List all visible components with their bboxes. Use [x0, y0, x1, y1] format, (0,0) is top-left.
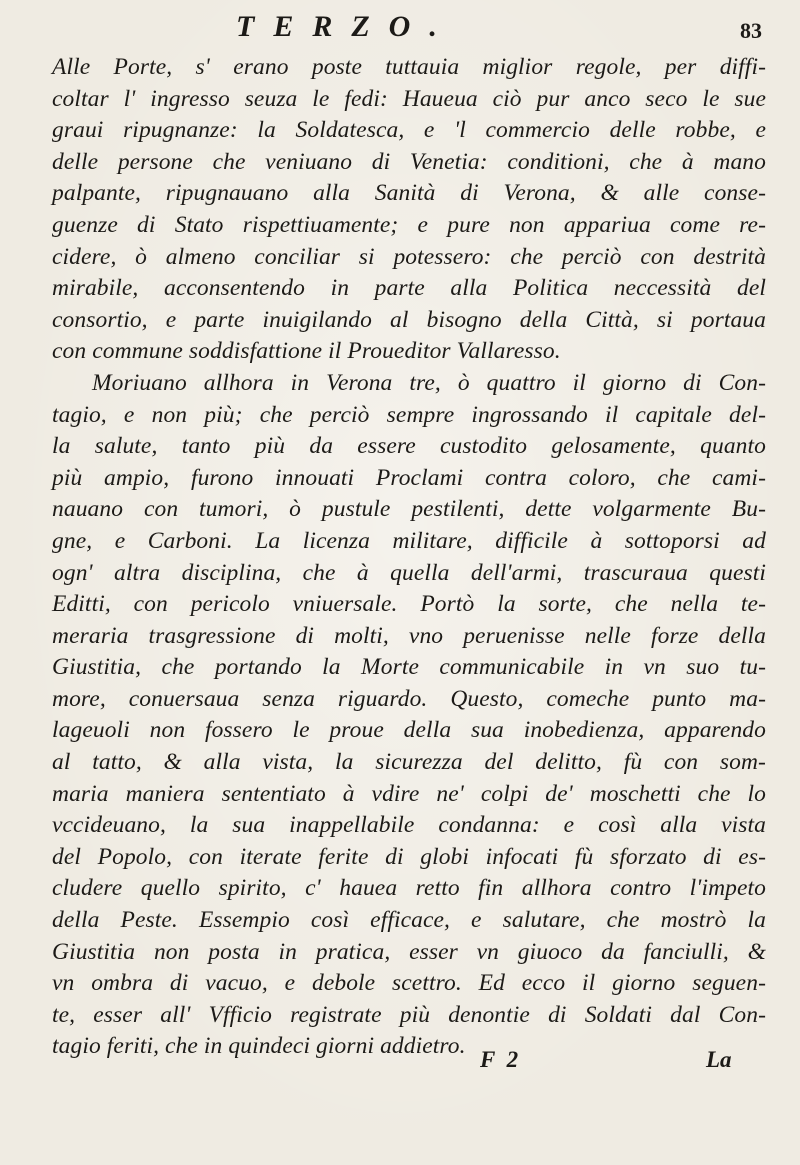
text-line: maria maniera sententiato à vdire ne' colpi de' moschetti che lo: [52, 780, 766, 807]
text-line: vccideuano, la sua inappellabile condanna: e così alla vista: [52, 812, 766, 839]
text-line: graui ripugnanze: la Soldatesca, e 'l commercio delle robbe, e: [52, 117, 766, 144]
text-line: ogn' altra disciplina, che à quella dell'armi, trascuraua questi: [52, 559, 766, 586]
text-line: più ampio, furono innouati Proclami contra coloro, che cami-: [52, 464, 766, 491]
text-line: more, conuersaua senza riguardo. Questo, comeche punto ma-: [52, 685, 766, 712]
running-head: TERZO.: [236, 10, 456, 43]
text-line: tagio feriti, che in quindeci giorni addietro.: [52, 1033, 466, 1060]
text-line: mirabile, acconsentendo in parte alla Politica neccessità del: [52, 275, 766, 302]
paragraph: [52, 52, 766, 368]
text-line: Editti, con pericolo vniuersale. Portò la sorte, che nella te-: [52, 591, 766, 618]
text-line: Alle Porte, s' erano poste tuttauia miglior regole, per diffi-: [52, 54, 766, 80]
text-line: tagio, e non più; che perciò sempre ingrossando il capitale del-: [52, 401, 766, 428]
text-line: la salute, tanto più da essere custodito gelosamente, quanto: [52, 433, 766, 460]
body-text: [52, 52, 766, 1063]
text-line: consortio, e parte inuigilando al bisogno della Città, si portaua: [52, 306, 766, 333]
text-line: gne, e Carboni. La licenza militare, difficile à sottoporsi ad: [52, 527, 766, 554]
paragraph: [52, 368, 766, 1063]
text-line: Giustitia, che portando la Morte communicabile in vn suo tu-: [52, 654, 766, 681]
text-line: della Peste. Essempio così efficace, e salutare, che mostrò la: [52, 907, 766, 934]
text-line: lageuoli non fossero le proue della sua inobedienza, apparendo: [52, 717, 766, 744]
text-line: del Popolo, con iterate ferite di globi infocati fù sforzato di es-: [52, 843, 766, 870]
text-line: meraria trasgressione di molti, vno peruenisse nelle forze della: [52, 622, 766, 649]
text-line: Giustitia non posta in pratica, esser vn giuoco da fanciulli, &: [52, 938, 766, 965]
text-line: cidere, ò almeno conciliar si potessero: che perciò con destrità: [52, 243, 766, 270]
text-line: delle persone che veniuano di Venetia: conditioni, che à mano: [52, 148, 766, 175]
page-number: 83: [740, 18, 762, 43]
page-header: [0, 10, 800, 50]
signature-mark: F 2: [480, 1047, 522, 1072]
text-line: vn ombra di vacuo, e debole scettro. Ed ecco il giorno seguen-: [52, 970, 766, 997]
page-footer: [0, 1047, 800, 1081]
text-line: palpante, ripugnauano alla Sanità di Verona, & alle conse-: [52, 180, 766, 207]
text-line: al tatto, & alla vista, la sicurezza del delitto, fù con som-: [52, 749, 766, 776]
text-line: te, esser all' Vfficio registrate più denontie di Soldati dal Con-: [52, 1001, 766, 1028]
text-line: coltar l' ingresso seuza le fedi: Haueua ciò pur anco seco le sue: [52, 85, 766, 112]
text-line: guenze di Stato rispettiuamente; e pure non appariua come re-: [52, 211, 766, 238]
text-line: cludere quello spirito, c' hauea retto fin allhora contro l'impeto: [52, 875, 766, 902]
text-line: Moriuano allhora in Verona tre, ò quattro il giorno di Con-: [92, 369, 766, 396]
catchword: La: [706, 1047, 732, 1072]
text-line: nauano con tumori, ò pustule pestilenti, dette volgarmente Bu-: [52, 496, 766, 523]
text-line: con commune soddisfattione il Proueditor Vallaresso.: [52, 338, 561, 365]
